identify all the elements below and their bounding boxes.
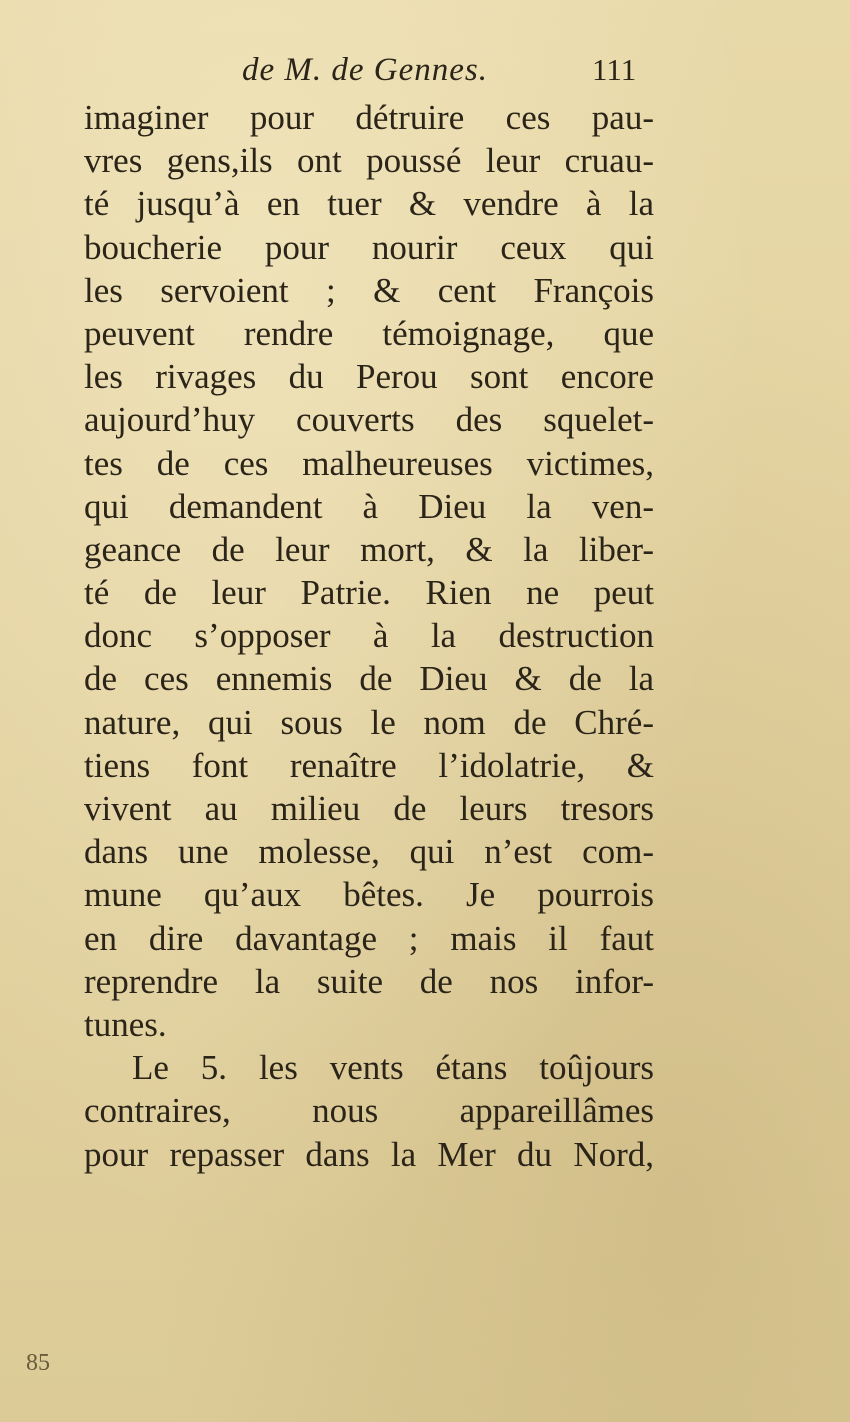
text-line: nature, qui sous le nom de Chré- bbox=[84, 702, 654, 742]
text-line: donc s’opposer à la destruction bbox=[84, 616, 654, 656]
text-line: imaginer pour détruire ces pau- bbox=[84, 98, 654, 137]
text-line: de ces ennemis de Dieu & de la bbox=[84, 659, 654, 699]
text-line: aujourd’huy couverts des squelet- bbox=[84, 400, 654, 440]
text-line: tunes. bbox=[84, 1004, 167, 1044]
text-line: té jusqu’à en tuer & vendre à la bbox=[84, 184, 654, 224]
text-line: en dire davantage ; mais il faut bbox=[84, 918, 654, 958]
body-text bbox=[84, 96, 654, 1176]
running-title: de M. de Gennes. bbox=[242, 52, 489, 88]
text-line: geance de leur mort, & la liber- bbox=[84, 529, 654, 569]
text-line: té de leur Patrie. Rien ne peut bbox=[84, 573, 654, 613]
text-line: mune qu’aux bêtes. Je pourrois bbox=[84, 875, 654, 915]
text-line: les rivages du Perou sont encore bbox=[84, 357, 654, 397]
page-number: 111 bbox=[592, 52, 637, 87]
text-line: pour repasser dans la Mer du Nord, bbox=[84, 1134, 654, 1174]
text-line: qui demandent à Dieu la ven- bbox=[84, 486, 654, 526]
text-line: vivent au milieu de leurs tresors bbox=[84, 789, 654, 828]
paragraph-start-line: Le 5. les vents étans toûjours bbox=[132, 1048, 654, 1088]
text-line: vres gens,ils ont poussé leur cruau- bbox=[84, 141, 654, 181]
text-line: tes de ces malheureuses victimes, bbox=[84, 443, 654, 483]
text-line: peuvent rendre témoignage, que bbox=[84, 313, 654, 353]
text-line: dans une molesse, qui n’est com- bbox=[84, 832, 654, 872]
text-line: reprendre la suite de nos infor- bbox=[84, 961, 654, 1001]
text-line: tiens font renaître l’idolatrie, & bbox=[84, 745, 654, 785]
text-line: boucherie pour nourir ceux qui bbox=[84, 227, 654, 267]
margin-note: 85 bbox=[26, 1350, 50, 1376]
running-head bbox=[0, 52, 850, 96]
text-line: les servoient ; & cent François bbox=[84, 270, 654, 310]
text-line: contraires, nous appareillâmes bbox=[84, 1091, 654, 1131]
